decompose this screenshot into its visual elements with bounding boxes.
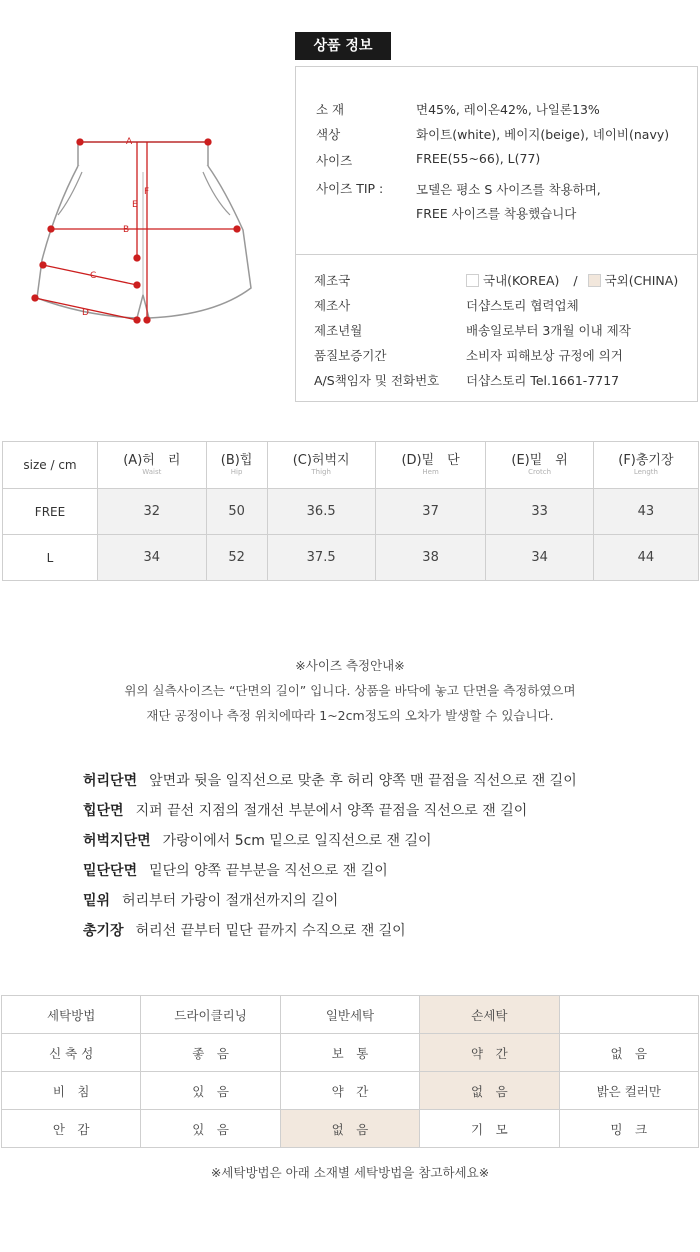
guide-line-1: 위의 실측사이즈는 “단면의 길이” 입니다. 상품을 바닥에 놓고 단면을 측정하였으며 (124, 683, 576, 698)
size-value: 33 (486, 489, 593, 535)
shorts-diagram (25, 130, 260, 330)
origin-separator: / (573, 273, 578, 288)
crotch-point (134, 255, 140, 261)
size-value: 36.5 (267, 489, 375, 535)
definition-item: 허리단면 앞면과 뒷을 일직선으로 맞춘 후 허리 양쪽 맨 끝점을 직선으로 잰 길이 (83, 773, 577, 789)
header-waist: (A)허 리 Waist (98, 442, 207, 489)
guide-title: ※사이즈 측정안내※ (295, 658, 405, 673)
product-info-box (295, 66, 698, 402)
wash-cell: 보 통 (280, 1034, 419, 1072)
material-value: 면45%, 레이온42%, 나일론13% (416, 102, 600, 117)
wash-cell: 세탁방법 (2, 996, 141, 1034)
as-contact-value: 더샵스토리 Tel.1661-7717 (466, 373, 620, 388)
made-date-label: 제조년월 (314, 323, 363, 338)
korea-label: 국내(KOREA) (483, 273, 560, 288)
wash-cell-selected: 손세탁 (420, 996, 559, 1034)
wash-cell: 드라이클리닝 (141, 996, 280, 1034)
wash-footnote: ※세탁방법은 아래 소재별 세탁방법을 참고하세요※ (210, 1165, 490, 1180)
wash-cell: 좋 음 (141, 1034, 280, 1072)
wash-cell (559, 996, 698, 1034)
size-value: 38 (375, 535, 486, 581)
size-value: 52 (206, 535, 267, 581)
wash-cell: 신 축 성 (2, 1034, 141, 1072)
as-contact-label: A/S책임자 및 전화번호 (314, 373, 440, 388)
size-corner: size / cm (3, 442, 98, 489)
wash-cell: 비 침 (2, 1072, 141, 1110)
waist-point-right (205, 139, 211, 145)
wash-cell: 있 음 (141, 1110, 280, 1148)
warranty-value: 소비자 피해보상 규정에 의거 (466, 348, 623, 363)
size-value: FREE(55~66), L(77) (416, 151, 541, 166)
header-hip: (B)힙 Hip (206, 442, 267, 489)
wash-cell: 없 음 (559, 1034, 698, 1072)
size-value: 37.5 (267, 535, 375, 581)
thigh-point-right (134, 282, 140, 288)
wash-cell: 밝은 컬러만 (559, 1072, 698, 1110)
maker-label: 제조사 (314, 298, 351, 313)
definition-item: 밑위 허리부터 가랑이 절개선까지의 길이 (83, 893, 339, 909)
size-label: 사이즈 (316, 153, 353, 168)
size-table-header (3, 442, 699, 489)
hem-point-left (32, 295, 38, 301)
table-row (2, 1072, 699, 1110)
wash-cell: 밍 크 (559, 1110, 698, 1148)
wash-cell-selected: 없 음 (280, 1110, 419, 1148)
header-thigh: (C)허벅지 Thigh (267, 442, 375, 489)
size-value: 50 (206, 489, 267, 535)
label-c: C (90, 271, 97, 281)
size-value: 34 (98, 535, 207, 581)
maker-value: 더샵스토리 협력업체 (466, 298, 579, 313)
header-crotch: (E)밑 위 Crotch (486, 442, 593, 489)
size-name: L (3, 535, 98, 581)
wash-cell: 일반세탁 (280, 996, 419, 1034)
size-value: 44 (593, 535, 698, 581)
wash-table (1, 995, 699, 1148)
label-a: A (126, 137, 133, 147)
korea-checkbox (466, 274, 479, 287)
china-label: 국외(CHINA) (604, 273, 679, 288)
table-row (3, 489, 699, 535)
hip-point-left (48, 226, 54, 232)
product-info-title: 상품 정보 (295, 32, 391, 60)
definition-item: 밑단단면 밑단의 양쪽 끝부분을 직선으로 잰 길이 (83, 863, 388, 879)
waist-point-left (77, 139, 83, 145)
thigh-point-left (40, 262, 46, 268)
hip-point-right (234, 226, 240, 232)
size-table (2, 441, 699, 581)
size-value: 34 (486, 535, 593, 581)
origin-value (466, 271, 678, 289)
guide-line-2: 재단 공정이나 측정 위치에따라 1~2cm정도의 오차가 발생할 수 있습니다. (146, 708, 554, 723)
color-value: 화이트(white), 베이지(beige), 네이비(navy) (416, 127, 670, 142)
header-length: (F)총기장 Length (593, 442, 698, 489)
definition-item: 힙단면 지퍼 끝선 지점의 절개선 부분에서 양쪽 끝점을 직선으로 잰 길이 (83, 803, 528, 819)
size-value: 32 (98, 489, 207, 535)
wash-cell: 약 간 (280, 1072, 419, 1110)
size-value: 37 (375, 489, 486, 535)
size-value: 43 (593, 489, 698, 535)
label-e: E (132, 200, 138, 210)
measurement-definitions (83, 770, 577, 950)
wash-cell: 있 음 (141, 1072, 280, 1110)
size-name: FREE (3, 489, 98, 535)
wash-cell: 안 감 (2, 1110, 141, 1148)
size-tip-value: 모델은 평소 S 사이즈를 착용하며, (416, 182, 601, 197)
table-row (2, 1110, 699, 1148)
header-hem: (D)밑 단 Hem (375, 442, 486, 489)
label-d: D (82, 308, 89, 318)
definition-item: 허벅지단면 가랑이에서 5cm 밑으로 일직선으로 잰 길이 (83, 833, 432, 849)
wash-cell: 기 모 (420, 1110, 559, 1148)
table-row (3, 535, 699, 581)
warranty-label: 품질보증기간 (314, 348, 387, 363)
length-point (144, 317, 150, 323)
definition-item: 총기장 허리선 끝부터 밑단 끝까지 수직으로 잰 길이 (83, 923, 406, 939)
hem-point-right (134, 317, 140, 323)
wash-cell-selected: 없 음 (420, 1072, 559, 1110)
label-b: B (123, 225, 130, 235)
color-label: 색상 (316, 127, 341, 142)
table-row (2, 996, 699, 1034)
china-checkbox (588, 274, 601, 287)
origin-label: 제조국 (314, 273, 351, 288)
made-date-value: 배송일로부터 3개월 이내 제작 (466, 323, 631, 338)
wash-cell-selected: 약 간 (420, 1034, 559, 1072)
table-row (2, 1034, 699, 1072)
size-tip-value-2: FREE 사이즈를 착용했습니다 (416, 206, 577, 221)
info-divider (296, 254, 697, 255)
label-f: F (144, 187, 150, 197)
size-tip-label: 사이즈 TIP : (316, 181, 384, 196)
material-label: 소 재 (316, 102, 345, 117)
